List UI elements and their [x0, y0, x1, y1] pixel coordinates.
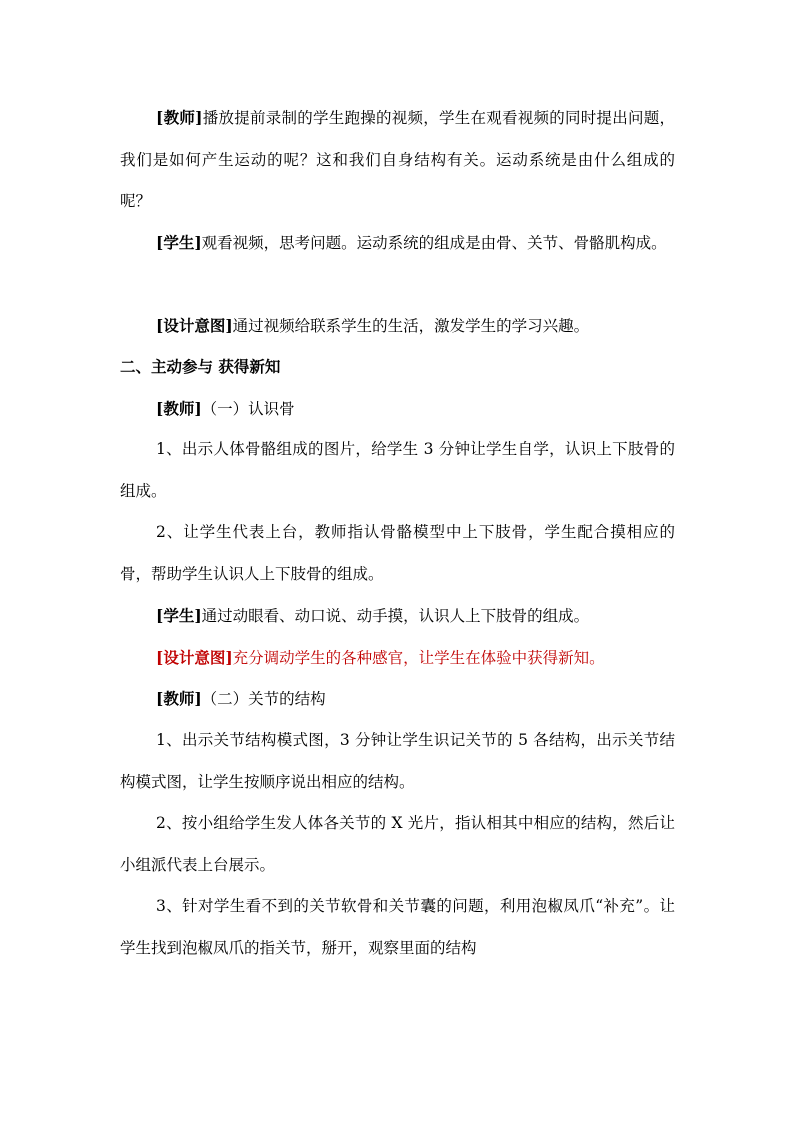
label-student: [学生] [156, 606, 202, 625]
paragraph-text: 通过视频给联系学生的生活，激发学生的学习兴趣。 [232, 317, 590, 335]
paragraph-student-response [120, 222, 675, 265]
label-student: [学生] [156, 233, 202, 252]
paragraph-text: 观看视频，思考问题。运动系统的组成是由骨、关节、骨骼肌构成。 [201, 234, 667, 252]
label-design-intent: [设计意图] [156, 648, 233, 667]
paragraph-item-1: 1、出示人体骨骼组成的图片，给学生 3 分钟让学生自学，认识上下肢骨的组成。 [120, 440, 675, 500]
label-design-intent: [设计意图] [156, 316, 233, 335]
paragraph-design-intent-red [120, 637, 675, 680]
label-teacher: [教师] [156, 108, 203, 127]
paragraph-text: （二）关节的结构 [201, 690, 326, 708]
section-heading: 二、主动参与 获得新知 [120, 357, 281, 376]
paragraph-joint-item-3: 3、针对学生看不到的关节软骨和关节囊的问题，利用泡椒凤爪“补充”。让学生找到泡椒凤爪的指关节，掰开，观察里面的结构 [120, 897, 675, 957]
paragraph-student-bones [120, 595, 675, 638]
paragraph-text: 充分调动学生的各种感官，让学生在体验中获得新知。 [232, 649, 605, 667]
paragraph-joint-item-1: 1、出示关节结构模式图，3 分钟让学生识记关节的 5 各结构，出示关节结构模式图，让学生按顺序说出相应的结构。 [120, 731, 675, 791]
paragraph-item-2: 2、让学生代表上台，教师指认骨骼模型中上下肢骨，学生配合摸相应的骨，帮助学生认识人上下肢骨的组成。 [120, 523, 675, 583]
paragraph-teacher-intro [120, 97, 675, 223]
paragraph-text: （一）认识骨 [201, 400, 295, 418]
label-teacher: [教师] [156, 399, 202, 418]
paragraph-teacher-bones [120, 388, 675, 431]
paragraph-teacher-joints [120, 678, 675, 721]
paragraph-design-intent [120, 305, 675, 348]
paragraph-text: 播放提前录制的学生跑操的视频，学生在观看视频的同时提出问题，我们是如何产生运动的呢？这和我们自身结构有关。运动系统是由什么组成的呢？ [120, 109, 675, 210]
paragraph-joint-item-2: 2、按小组给学生发人体各关节的 X 光片，指认相其中相应的结构，然后让小组派代表上台展示。 [120, 814, 675, 874]
label-teacher: [教师] [156, 689, 202, 708]
paragraph-text: 通过动眼看、动口说、动手摸，认识人上下肢骨的组成。 [201, 607, 590, 625]
